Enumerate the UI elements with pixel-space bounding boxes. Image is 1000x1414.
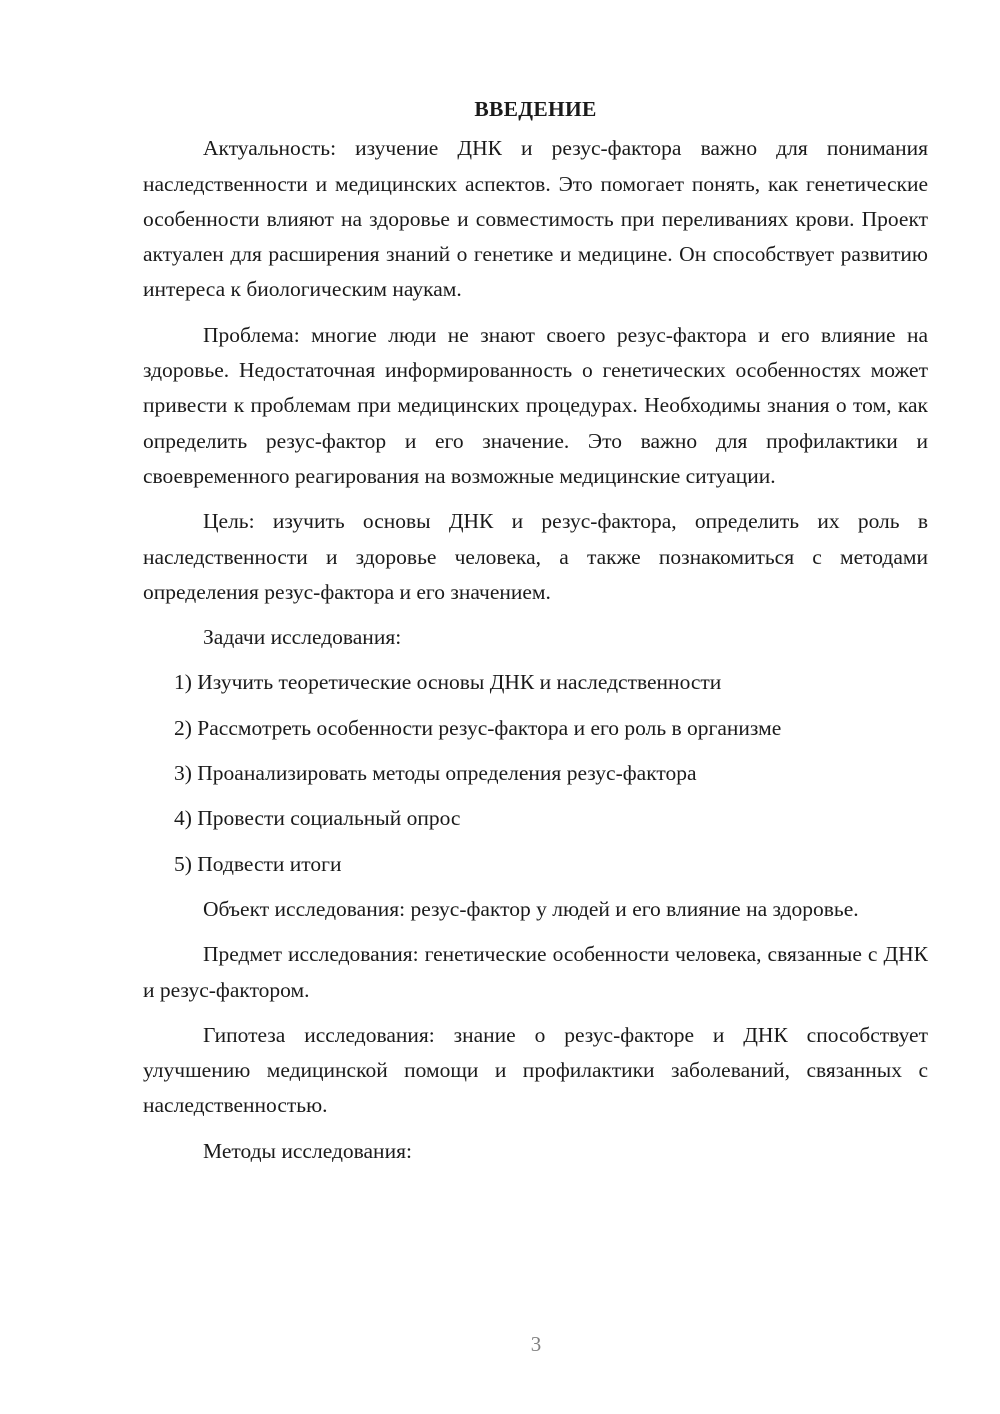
section-title: ВВЕДЕНИЕ <box>474 97 597 121</box>
goal-paragraph: Цель: изучить основы ДНК и резус-фактора, определить их роль в наследственности и здоровье человека, а также познакомиться с методами определения резус-фактора и его значением. <box>143 509 928 604</box>
task-item: 5) Подвести итоги <box>174 851 342 876</box>
tasks-label: Задачи исследования: <box>203 625 402 650</box>
subject-paragraph: Предмет исследования: генетические особенности человека, связанные с ДНК и резус-фактором. <box>143 942 928 1002</box>
page-number: 3 <box>530 1332 542 1356</box>
task-item: 3) Проанализировать методы определения резус-фактора <box>174 761 697 786</box>
hypothesis-paragraph: Гипотеза исследования: знание о резус-факторе и ДНК способствует улучшению медицинской помощи и профилактики заболеваний, связанных с наследственностью. <box>143 1022 928 1118</box>
task-item: 2) Рассмотреть особенности резус-фактора и его роль в организме <box>174 715 782 740</box>
tasks-list <box>143 665 928 881</box>
document-page <box>143 92 928 1179</box>
methods-label: Методы исследования: <box>203 1138 412 1163</box>
task-item: 1) Изучить теоретические основы ДНК и наследственности <box>174 670 722 695</box>
relevance-paragraph: Актуальность: изучение ДНК и резус-фактора важно для понимания наследственности и медицинских аспектов. Это помогает понять, как генетические особенности влияют на здоровье и совместимость при переливаниях крови. Проект актуален для расширения знаний о генетике и медицине. Он способствует развитию интереса к биологическим наукам. <box>143 136 928 302</box>
task-item: 4) Провести социальный опрос <box>174 806 461 831</box>
problem-paragraph: Проблема: многие люди не знают своего резус-фактора и его влияние на здоровье. Недостаточная информированность о генетических особенностях может привести к проблемам при медицинских процедурах. Необходимы знания о том, как определить резус-фактор и его значение. Это важно для профилактики и своевременного реагирования на возможные медицинские ситуации. <box>143 322 928 488</box>
object-paragraph: Объект исследования: резус-фактор у людей и его влияние на здоровье. <box>203 896 859 921</box>
